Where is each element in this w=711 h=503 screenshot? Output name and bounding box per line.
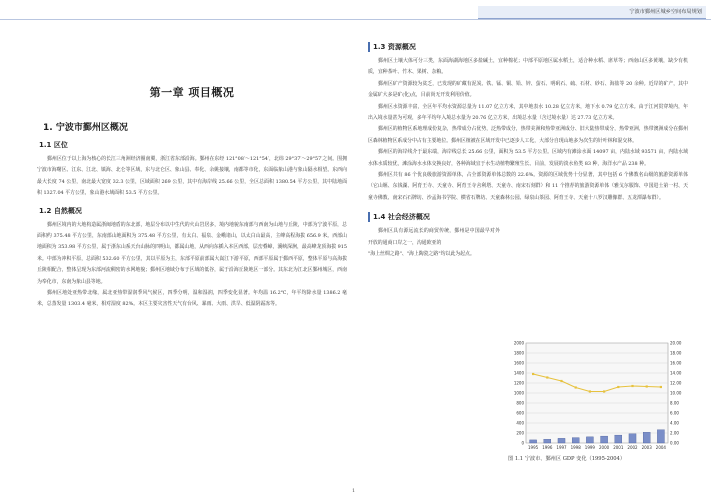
ratio-line-marker <box>589 390 591 392</box>
y-left-tick-label: 1200 <box>513 380 524 386</box>
gdp-bar <box>586 437 593 443</box>
y-right-tick-label: 16.00 <box>670 360 682 366</box>
y-right-tick-label: 20.00 <box>670 340 682 346</box>
ratio-line-marker <box>575 386 577 388</box>
ratio-line-marker <box>631 385 633 387</box>
left-column <box>37 84 347 311</box>
subsection-title-socioeconomic: 1.4 社会经济概况 <box>368 212 688 222</box>
running-header: 宁波市鄞州区城乡空间布局规划 <box>478 6 706 19</box>
chart-caption: 图 1.1 宁波市、鄞州区 GDP 变化（1995-2004） <box>508 456 626 462</box>
gdp-bar <box>657 430 664 443</box>
gdp-bar <box>615 435 622 443</box>
paragraph-nature-terrain: 鄞州区境内的大地构造属浙闽地盾的东北部，地层分布以中生代的火山岩居多，境内地貌东南部与西南为山地与丘陵，中部为宁波平原，总面积约 375.48 平方公里，东南部山地面积为 375.48 平方公里，有太白、福泉、金峨诸山，以太白山最高，主峰高程海拔 656.9 米。西部山地面积为 353.98 平方公里，属于浙东山系天台山脉的四明山，都属山地，从西向东插入本区西部，层峦叠嶂，溪峡深涧，最高峰龙顶海拔 915 米。中部为冲积平原，总面积 532.60 平方公里，其以平原为主，东部平原前部属大嵩江下游平原，西部平原属于鄞西平原，整体平原与高海拔丘陵相配合，整体呈现为东部河流稠密的水网地貌；鄞州区地域分布于区域的低谷，属于沿海丘陵地区一部分。其东北为江北区鄞州城区，西南为奉化市，东南为象山县等地。 <box>37 221 347 285</box>
x-tick-label: 2003 <box>641 445 652 450</box>
x-tick-label: 1998 <box>570 445 581 450</box>
gdp-bar <box>530 440 537 443</box>
paragraph-minerals: 鄞州区矿产资源较为贫乏，已发现的矿藏有泥炭、铁、锰、铜、铅、锌、萤石、明矾石、硫、石材、砂石、海盐等 20 余种。近岸的矿产，其中金属矿大多是矿(化)点，目前尚无开发利用价值。 <box>368 80 688 99</box>
gdp-bar <box>629 434 636 443</box>
ratio-line-marker <box>646 385 648 387</box>
y-right-tick-label: 8.00 <box>670 400 679 406</box>
right-column <box>368 42 688 261</box>
subsection-title-location: 1.1 区位 <box>39 141 68 149</box>
y-right-tick-label: 12.00 <box>670 380 682 386</box>
ratio-line-marker <box>660 386 662 388</box>
gdp-bar <box>601 436 608 443</box>
y-left-tick-label: 0 <box>521 440 524 446</box>
y-left-tick-label: 1800 <box>513 350 524 356</box>
paragraph-socioeconomic-quote: "海上丝绸之路"、"海上陶瓷之路"均以此为起点。 <box>368 251 475 258</box>
y-left-tick-label: 600 <box>516 410 524 416</box>
x-tick-label: 2001 <box>613 445 624 450</box>
y-left-tick-label: 800 <box>516 400 524 406</box>
header-rule <box>0 19 711 20</box>
y-right-tick-label: 10.00 <box>670 390 682 396</box>
x-tick-label: 1996 <box>542 445 553 450</box>
y-left-tick-label: 1000 <box>513 390 524 396</box>
ratio-line-marker <box>617 386 619 388</box>
y-right-tick-label: 0.00 <box>670 440 679 446</box>
paragraph-tourism: 鄞州区共有 86 个优良级旅游资源单体，占全部资源单体总数的 22.6%。资源的区域优势十分显著，其中包括 6 个佛教名山级的旅游资源单体（它山堰、东钱湖、阿育王寺、天童寺、阿育王寺舍利塔、天童寺、南宋石刻群）和 11 个推荐的旅游资源单体（雅戈尔服饰、中国进士第一村、天童寺佛教、南宋石石牌坊、沙孟海书学院、横省石牌坊、天童森林公园、绿泉山茶园、阿育王寺、天童十八罗汉雕像群、五龙潭瀑布群）。 <box>368 172 688 201</box>
paragraph-coast: 鄞州区的海岸线介于最东端，海岸线总长 25.66 公里，面积为 53.5 平方公里。区域内有滩涂水面 14097 亩，内陆水域 93571 亩，内陆水域水体水质较优，滩涂海水水体交换良好，各种海域宜于水生动植物繁殖生长、目前，发展的淡水鱼类 83 种，海洋水产品 238 种。 <box>368 149 688 167</box>
y-left-tick-label: 200 <box>516 430 524 436</box>
subsection-title-nature: 1.2 自然概况 <box>39 206 82 215</box>
paragraph-flora: 鄞州区的植物区系地理成份复杂，热带成分占优势，泛热带成分，热带美洲和热带亚洲成分、旧大陆热带成分，热带亚洲，热带澳洲成分在鄞州区森林植物区系成分中占有主要地位。鄞州区植被在区域开发中已逐步人工化，大部分自现山地多为次生的针叶林和混交林。 <box>368 126 688 144</box>
ratio-line-marker <box>560 380 562 382</box>
y-left-tick-label: 400 <box>516 420 524 426</box>
paragraph-nature-climate: 鄞州区地处亚热带北缘，属北亚热带湿润季风气候区，四季分明，温和湿润，四季变化显著。年均温 16.2℃，年平均降水量 1386.2 毫米，总蒸发量 1303.4 毫米，相对湿度 82%。本区主要灾害性天气有台风、暴雨、大雨、洪旱、低温阴霜冻等。 <box>37 290 347 308</box>
subsection-title-resources: 1.3 资源概况 <box>368 42 688 52</box>
y-left-tick-label: 1600 <box>513 360 524 366</box>
ratio-line-marker <box>532 373 534 375</box>
x-tick-label: 2004 <box>655 445 666 450</box>
y-right-tick-label: 2.00 <box>670 430 679 436</box>
y-right-tick-label: 18.00 <box>670 350 682 356</box>
paragraph-socioeconomic: 鄞州区具有源远流长的商贸传统，鄞州是中国最早对外开放的通商口岸之一，沟通欧亚的 <box>368 228 500 246</box>
y-right-tick-label: 14.00 <box>670 370 682 376</box>
y-left-tick-label: 2000 <box>513 340 524 346</box>
x-tick-label: 2002 <box>627 445 638 450</box>
gdp-bar <box>643 432 650 443</box>
paragraph-water: 鄞州区水资源丰富，全区年平均水资源总量为 11.07 亿立方米，其中地表水 10.28 亿立方米，地下水 0.79 亿立方米。由于江河贯穿境内，年出入境水量甚为可观，多年平均年入境总水量为 20.76 亿立方米，出境总水量（含过境水量）达 27.73 亿立方米。 <box>368 103 688 122</box>
page-number: 1 <box>352 488 356 494</box>
gdp-bar <box>558 438 565 443</box>
x-tick-label: 1995 <box>528 445 539 450</box>
y-right-tick-label: 4.00 <box>670 420 679 426</box>
gdp-chart <box>508 339 690 455</box>
section-title: 1. 宁波市鄞州区概况 <box>43 123 128 133</box>
ratio-line-marker <box>603 390 605 392</box>
paragraph-soil: 鄞州区土壤大体可分三类，东面海湖海地区多盐碱土，宜种棉花；中部平原地区属水稻土，适合种水稻、席草等；西南山区多黄壤，缺少有机质，宜种茶叶、竹木、果树、杂粮。 <box>368 58 688 76</box>
gdp-chart-svg <box>508 339 690 455</box>
y-left-tick-label: 1400 <box>513 370 524 376</box>
x-tick-label: 1999 <box>584 445 595 450</box>
ratio-line-marker <box>546 376 548 378</box>
paragraph-location: 鄞州区位于以上海为核心的长江三角洲经济圈南翼，浙江省东部沿海。鄞州在东经 121°08′～121°54′，北纬 29°37′～29°57′之间。围拥宁波市海曙区、江东、江北、镇海、北仑等区域，东与北仑区、象山县、奉化、余姚接壤，南都等市化，东面临象山港与象山隔水相望。东西向最大长度 74 公里，南北最大宽度 32.3 公里，区域面积 269 公里，其中有海岸线 25.66 公里，全区总面积 1380.54 平方公里，其中陆地面积 1327.04 平方公里，象山港水域面积 53.5 平方公里。 <box>37 156 347 197</box>
gdp-bar <box>544 439 551 443</box>
x-tick-label: 1997 <box>556 445 567 450</box>
y-right-tick-label: 6.00 <box>670 410 679 416</box>
chapter-title: 第一章 项目概况 <box>149 86 235 99</box>
x-tick-label: 2000 <box>599 445 610 450</box>
gdp-bar <box>572 438 579 443</box>
